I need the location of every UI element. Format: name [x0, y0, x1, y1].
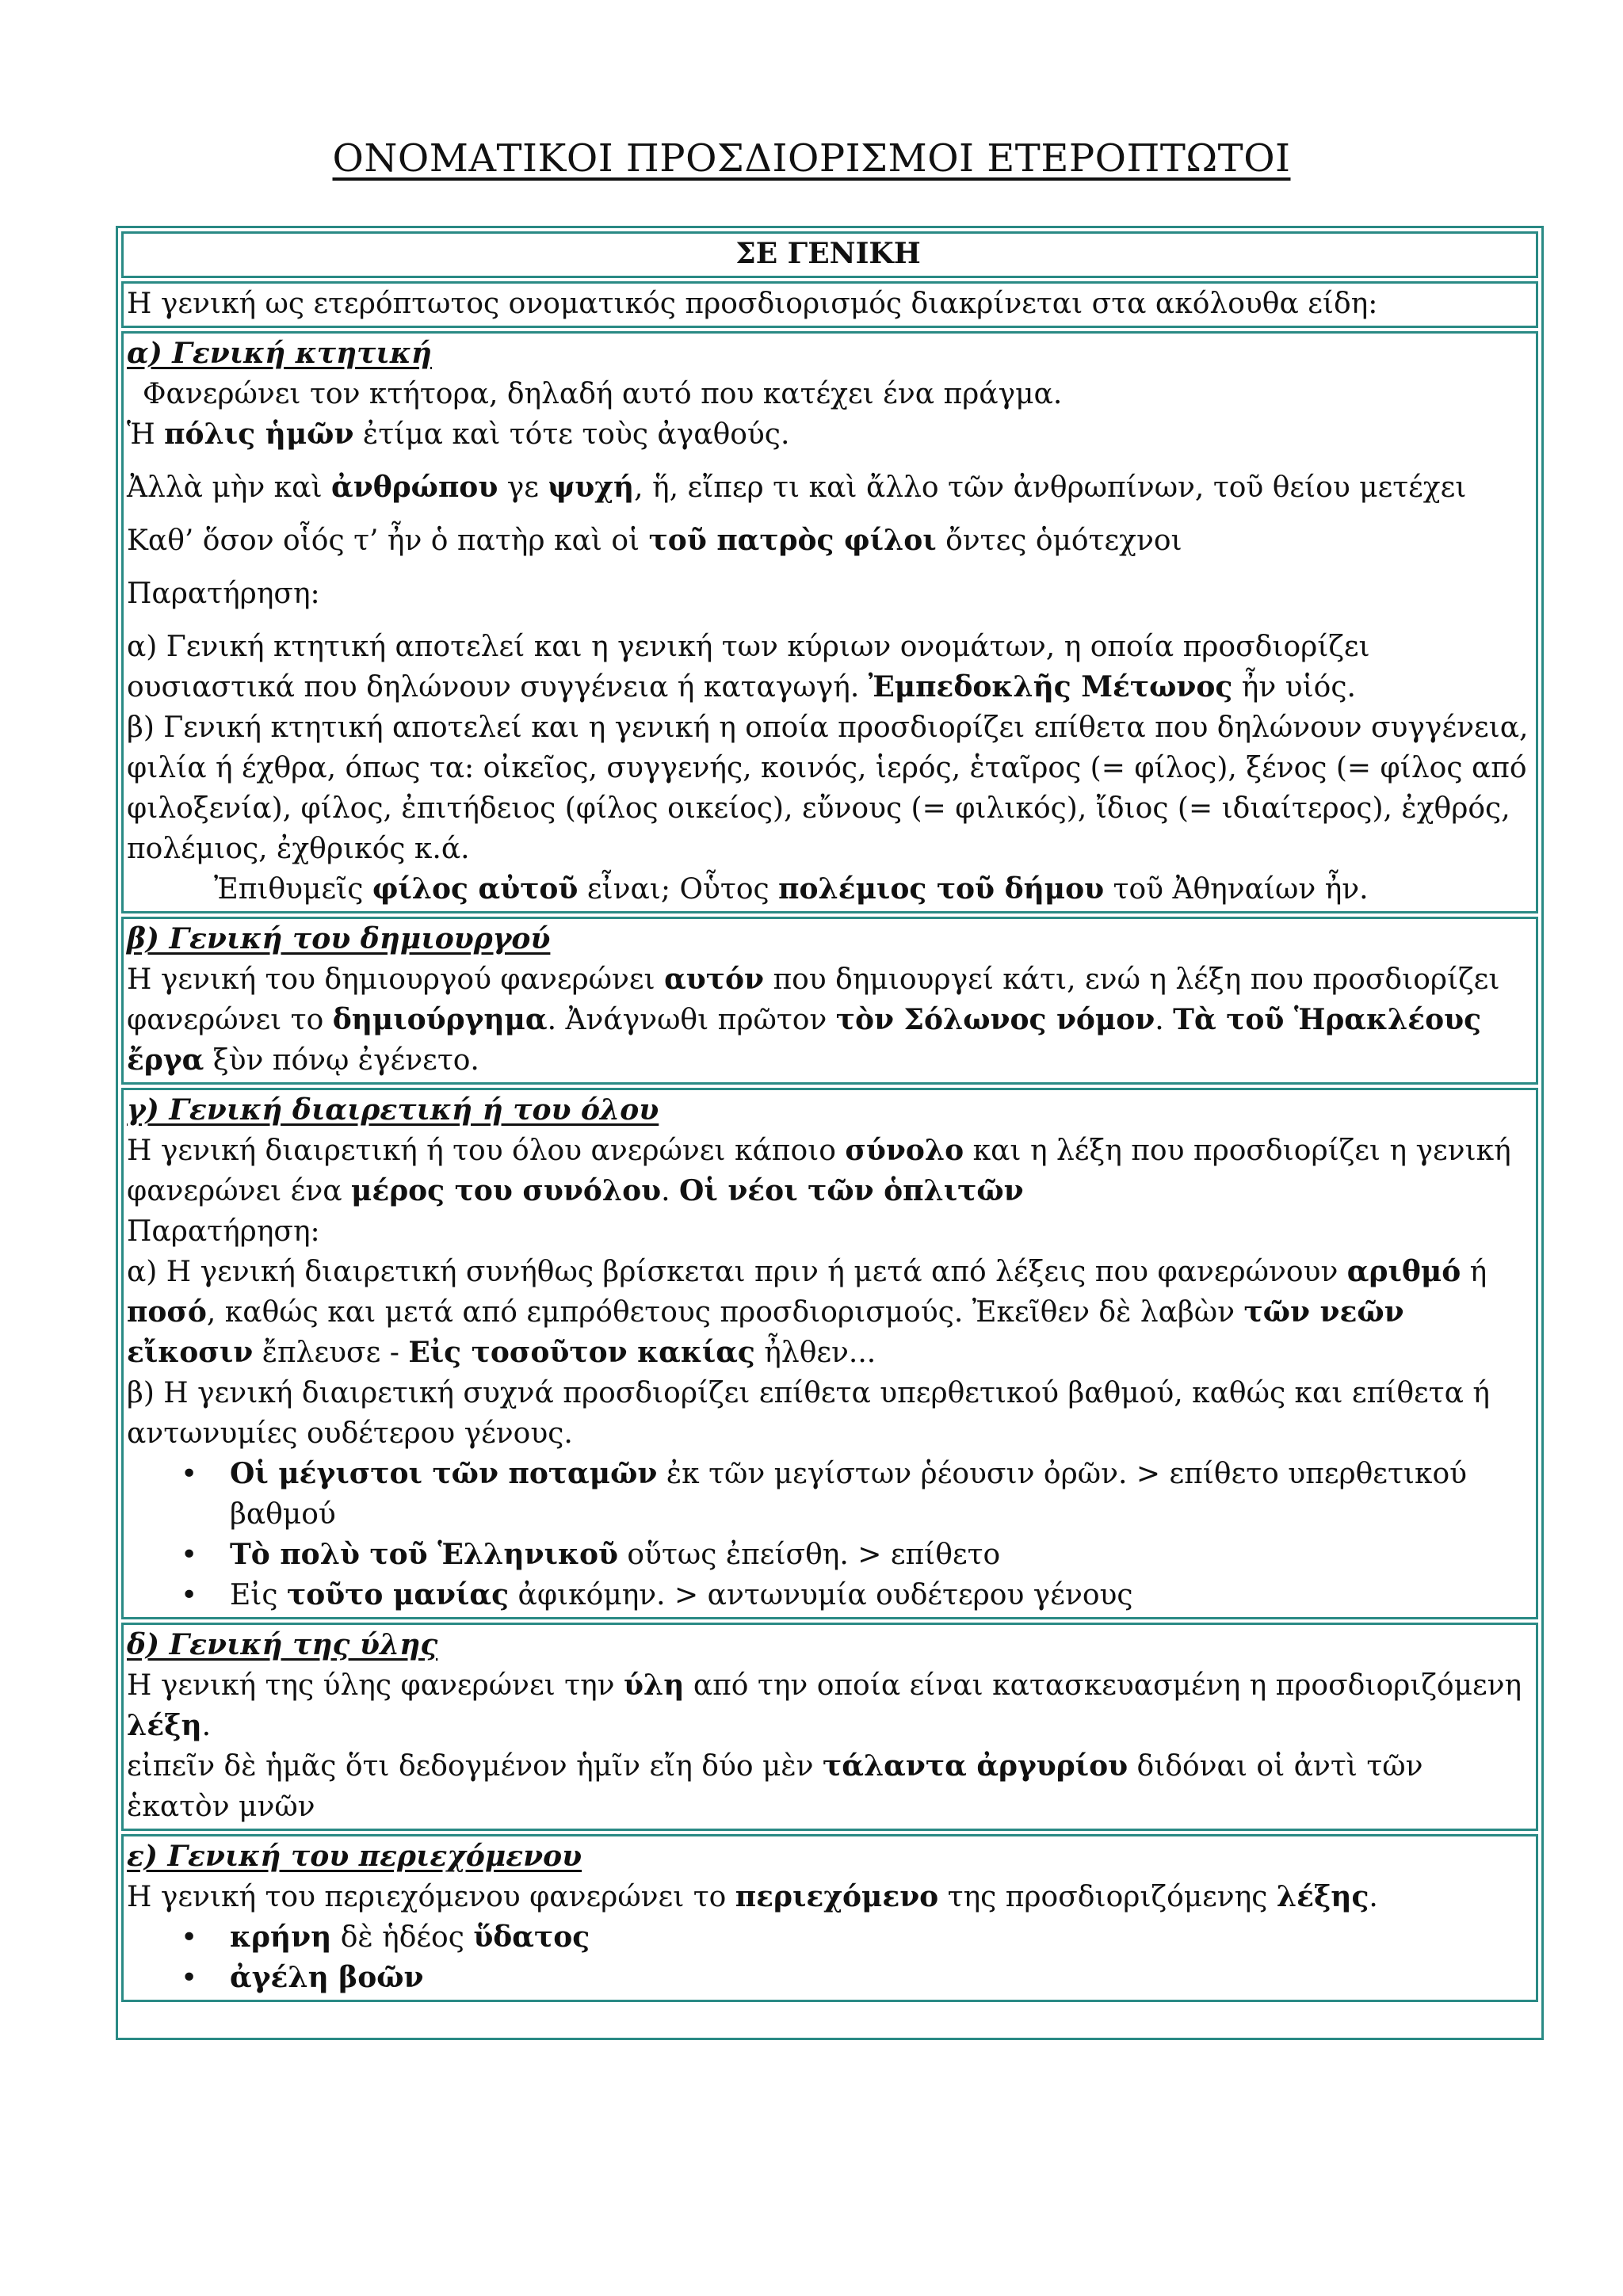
section-a-note-a: α) Γενική κτητική αποτελεί και η γενική των κύριων ονομάτων, η οποία προσδιορίζει ουσιαστικά που δηλώνουν συγγένεια ή καταγωγή. Ἐμπεδοκλῆς Μέτωνος ἦν υἱός.: [127, 631, 1370, 704]
section-a-note-b: β) Γενική κτητική αποτελεί και η γενική η οποία προσδιορίζει επίθετα που δηλώνουν συγγένεια, φιλία ή έχθρα, όπως τα: οἰκεῖος, συγγενής, κοινός, ἱερός, ἑταῖρος (= φίλος), ξένος (= φίλος από φιλοξενία), φίλος, ἐπιτήδειος (φίλος οικείος), εὔνους (= φιλικός), ἴδιος (= ιδιαίτερος), ἐχθρός, πολέμιος, ἐχθρικός κ.ά.: [127, 711, 1529, 865]
list-item: • Εἰς τοῦτο μανίας ἀφικόμην. > αντωνυμία ουδέτερου γένους: [230, 1575, 1529, 1615]
emphasized-text: Τὰ τοῦ Ἡρακλέους ἔργα: [127, 1003, 1481, 1077]
section-e: [121, 1834, 1538, 2002]
emphasized-text: φίλος αὐτοῦ: [372, 872, 579, 906]
emphasized-text: τοῦ πατρὸς φίλοι: [648, 524, 937, 557]
section-c-note-b: β) Η γενική διαιρετική συχνά προσδιορίζει επίθετα υπερθετικού βαθμού, καθώς και επίθετα ή αντωνυμίες ουδέτερου γένους.: [127, 1377, 1490, 1450]
emphasized-text: λέξης: [1276, 1880, 1369, 1913]
document-title: ΟΝΟΜΑΤΙΚΟΙ ΠΡΟΣΔΙΟΡΙΣΜΟΙ ΕΤΕΡΟΠΤΩΤΟΙ: [332, 136, 1291, 181]
emphasized-text: Εἰς τοσοῦτον κακίας: [408, 1336, 755, 1369]
section-a-heading: α) Γενική κτητική: [127, 337, 432, 370]
section-d-heading: δ) Γενική της ύλης: [127, 1628, 438, 1661]
emphasized-text: πόλις ἡμῶν: [164, 418, 354, 451]
emphasized-text: Τὸ πολὺ τοῦ Ἑλληνικοῦ: [230, 1538, 618, 1571]
content-table: [116, 226, 1544, 2040]
section-c-note-a: α) Η γενική διαιρετική συνήθως βρίσκεται πριν ή μετά από λέξεις που φανερώνουν αριθμό ή ποσό, καθώς και μετά από εμπρόθετους προσδιορισμούς. Ἐκεῖθεν δὲ λαβὼν τῶν νεῶν εἴκοσιν ἔπλευσε - Εἰς τοσοῦτον κακίας ἦλθεν...: [127, 1255, 1487, 1369]
section-c-note-label: Παρατήρηση:: [127, 1215, 320, 1248]
emphasized-text: ύλη: [623, 1669, 685, 1702]
list-item: • κρήνη δὲ ἡδέος ὕδατος: [230, 1917, 1529, 1958]
emphasized-text: Οἱ μέγιστοι τῶν ποταμῶν: [230, 1457, 658, 1490]
emphasized-text: αριθμό: [1346, 1255, 1461, 1288]
emphasized-text: Οἱ νέοι τῶν ὁπλιτῶν: [679, 1174, 1024, 1207]
section-c: [121, 1088, 1538, 1619]
section-a: [121, 331, 1538, 913]
section-title: ΣΕ ΓΕΝΙΚΗ: [121, 231, 1538, 278]
section-b: [121, 917, 1538, 1085]
emphasized-text: τῶν νεῶν εἴκοσιν: [127, 1295, 1404, 1369]
emphasized-text: Ἐμπεδοκλῆς Μέτωνος: [868, 670, 1233, 704]
list-item: • Τὸ πολὺ τοῦ Ἑλληνικοῦ οὕτως ἐπείσθη. > επίθετο: [230, 1535, 1529, 1575]
emphasized-text: τάλαντα ἀργυρίου: [823, 1749, 1128, 1783]
section-a-example-3: Καθ’ ὅσον οἷός τ’ ἦν ὁ πατὴρ καὶ οἱ τοῦ πατρὸς φίλοι ὄντες ὁμότεχνοι: [127, 524, 1182, 557]
section-d: [121, 1623, 1538, 1831]
emphasized-text: κρήνη: [230, 1920, 332, 1954]
section-d-body: Η γενική της ύλης φανερώνει την ύλη από την οποία είναι κατασκευασμένη η προσδιοριζόμενη λέξη.: [127, 1669, 1522, 1742]
emphasized-text: σύνολο: [845, 1134, 964, 1167]
emphasized-text: ἀνθρώπου: [331, 471, 498, 504]
list-item: • Οἱ μέγιστοι τῶν ποταμῶν ἐκ τῶν μεγίστων ῥέουσιν ὀρῶν. > επίθετο υπερθετικού βαθμού: [230, 1454, 1529, 1535]
emphasized-text: ποσό: [127, 1295, 207, 1329]
section-c-heading: γ) Γενική διαιρετική ή του όλου: [127, 1093, 659, 1127]
emphasized-text: τὸν Σόλωνος νόμον: [835, 1003, 1155, 1036]
section-a-note-label: Παρατήρηση:: [127, 578, 320, 610]
section-a-example-2: Ἀλλὰ μὴν καὶ ἀνθρώπου γε ψυχή, ἥ, εἴπερ τι καὶ ἄλλο τῶν ἀνθρωπίνων, τοῦ θείου μετέχει: [127, 471, 1467, 504]
emphasized-text: περιεχόμενο: [735, 1880, 939, 1913]
intro-text: Η γενική ως ετερόπτωτος ονοματικός προσδιορισμός διακρίνεται στα ακόλουθα είδη:: [121, 281, 1538, 328]
list-item: [230, 1958, 1529, 1998]
section-c-body: Η γενική διαιρετική ή του όλου ανερώνει κάποιο σύνολο και η λέξη που προσδιορίζει η γενική φανερώνει ένα μέρος του συνόλου. Οἱ νέοι τῶν ὁπλιτῶν: [127, 1134, 1511, 1207]
section-e-bullet-list: [127, 1917, 1529, 1998]
emphasized-text: ὕδατος: [473, 1920, 590, 1954]
emphasized-text: τοῦτο μανίας: [287, 1578, 510, 1611]
section-e-body: Η γενική του περιεχόμενου φανερώνει το περιεχόμενο της προσδιοριζόμενης λέξης.: [127, 1880, 1378, 1913]
section-a-example-4: Ἐπιθυμεῖς φίλος αὐτοῦ εἶναι; Οὗτος πολέμιος τοῦ δήμου τοῦ Ἀθηναίων ἦν.: [214, 872, 1369, 906]
emphasized-text: ἀγέλη βοῶν: [230, 1961, 424, 1994]
emphasized-text: αυτόν: [664, 963, 764, 996]
emphasized-text: δημιούργημα: [332, 1003, 548, 1036]
section-b-body: Η γενική του δημιουργού φανερώνει αυτόν που δημιουργεί κάτι, ενώ η λέξη που προσδιορίζει φανερώνει το δημιούργημα. Ἀνάγνωθι πρῶτον τὸν Σόλωνος νόμον. Τὰ τοῦ Ἡρακλέους ἔργα ξὺν πόνῳ ἐγένετο.: [127, 963, 1500, 1077]
section-b-heading: β) Γενική του δημιουργού: [127, 922, 551, 955]
section-d-example: εἰπεῖν δὲ ἡμᾶς ὅτι δεδογμένον ἡμῖν εἴη δύο μὲν τάλαντα ἀργυρίου διδόναι οἱ ἀντὶ τῶν ἑκατὸν μνῶν: [127, 1749, 1423, 1823]
section-e-heading: ε) Γενική του περιεχόμενου: [127, 1840, 582, 1873]
section-a-definition: Φανερώνει τον κτήτορα, δηλαδή αυτό που κατέχει ένα πράγμα.: [143, 378, 1063, 410]
emphasized-text: ψυχή: [548, 471, 635, 504]
emphasized-text: λέξη: [127, 1709, 202, 1742]
section-a-example-1: Ἡ πόλις ἡμῶν ἐτίμα καὶ τότε τοὺς ἀγαθούς.: [127, 418, 790, 451]
emphasized-text: πολέμιος τοῦ δήμου: [778, 872, 1105, 906]
section-c-bullet-list: [127, 1454, 1529, 1615]
emphasized-text: μέρος του συνόλου: [350, 1174, 662, 1207]
